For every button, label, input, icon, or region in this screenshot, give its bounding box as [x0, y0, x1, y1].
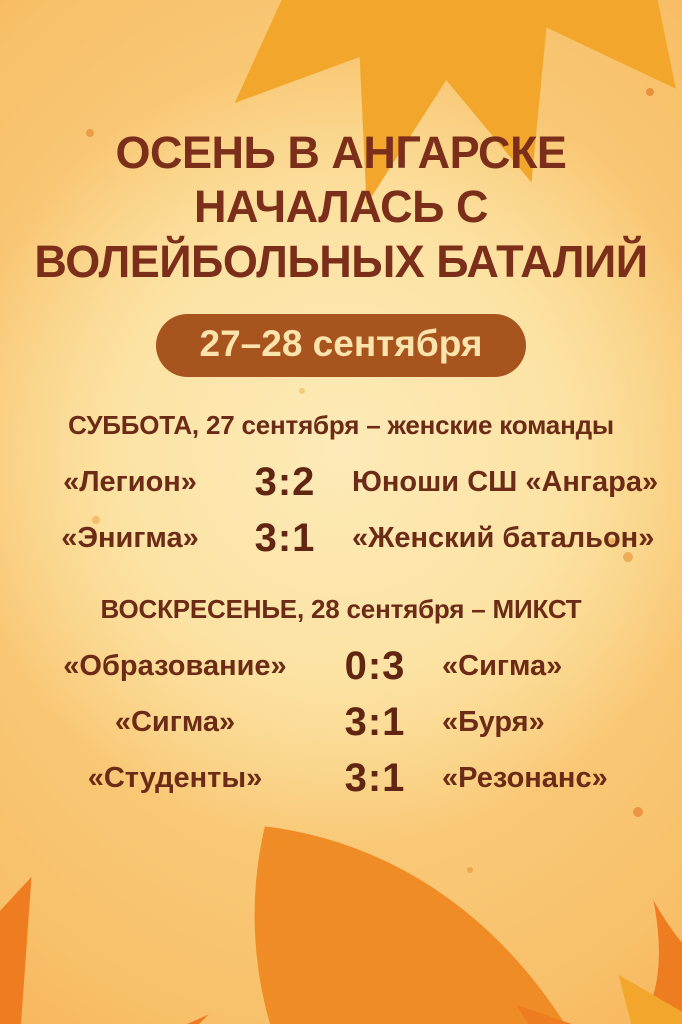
- team2-name: «Резонанс»: [442, 761, 608, 794]
- sunday-header: ВОСКРЕСЕНЬЕ, 28 сентября – МИКСТ: [100, 594, 582, 625]
- team2-name: Юноши СШ «Ангара»: [352, 465, 659, 498]
- section-sunday: [30, 594, 652, 806]
- team2-name: «Сигма»: [442, 649, 563, 682]
- match-row: [30, 694, 652, 750]
- match-score: 3:1: [254, 515, 316, 560]
- match-score: 0:3: [344, 643, 406, 688]
- sunday-match-table: [30, 638, 652, 806]
- saturday-header: СУББОТА, 27 сентября – женские команды: [68, 410, 614, 441]
- match-row: [30, 454, 659, 510]
- match-row: [30, 638, 652, 694]
- match-score: 3:1: [344, 755, 406, 800]
- match-score: 3:2: [254, 459, 316, 504]
- match-score: 3:1: [344, 699, 406, 744]
- saturday-match-table: [30, 454, 659, 566]
- section-saturday: [30, 410, 659, 566]
- team2-name: «Буря»: [442, 705, 545, 738]
- page-title: [30, 126, 652, 289]
- title-line-1: ОСЕНЬ В АНГАРСКЕ: [115, 127, 567, 178]
- title-line-3: ВОЛЕЙБОЛЬНЫХ БАТАЛИЙ: [34, 235, 648, 287]
- team1-name: «Образование»: [63, 649, 287, 682]
- team1-name: «Студенты»: [87, 761, 263, 794]
- match-row: [30, 750, 652, 806]
- team1-name: «Сигма»: [114, 705, 236, 738]
- match-row: [30, 510, 655, 566]
- title-line-2: НАЧАЛАСЬ С: [193, 181, 489, 233]
- team1-name: «Легион»: [63, 465, 197, 498]
- team2-name: «Женский батальон»: [352, 521, 655, 554]
- team1-name: «Энигма»: [61, 521, 199, 554]
- date-badge: 27–28 сентября: [156, 314, 527, 377]
